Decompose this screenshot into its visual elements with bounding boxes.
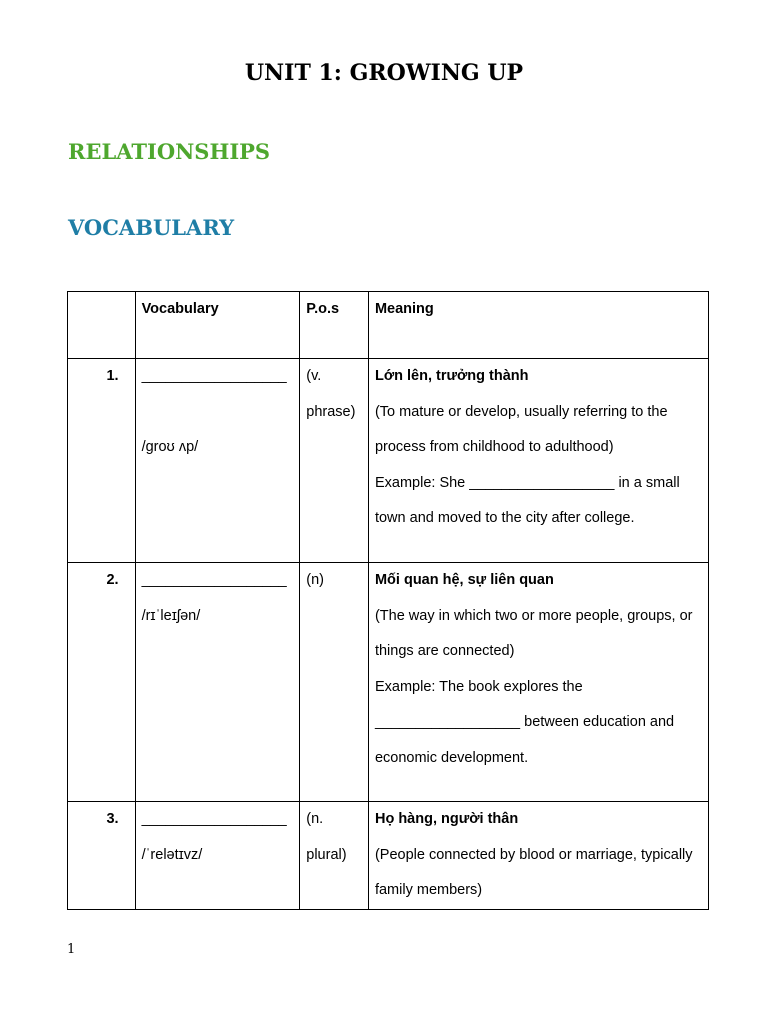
page-title: UNIT 1: GROWING UP [244,60,524,86]
definition: (People connected by blood or marriage, typically [374,846,693,863]
subsection-heading: VOCABULARY [68,215,235,240]
example: __________________ between education and [374,714,675,731]
answer-blank: __________________ [141,368,287,384]
example: Example: The book explores the [374,678,583,695]
example: town and moved to the city after college. [374,510,635,527]
example: economic development. [374,749,529,766]
vocabulary-table [67,291,709,910]
table-row [68,359,709,563]
header-vocabulary: Vocabulary [135,292,300,359]
phonetic: /ˈrelətɪvz/ [141,846,203,863]
phonetic: /rɪˈleɪʃən/ [141,607,201,624]
pos-cell [300,563,369,802]
vocab-cell [135,563,300,802]
answer-blank: __________________ [141,811,287,827]
meaning-vietnamese: Lớn lên, trưởng thành [374,368,529,384]
meaning-cell [368,802,708,910]
pos-text: plural) [306,846,347,863]
row-number: 1. [68,359,136,563]
definition: family members) [374,882,483,899]
section-heading: RELATIONSHIPS [68,139,271,164]
header-pos: P.o.s [300,292,369,359]
definition: things are connected) [374,643,515,660]
row-number: 2. [68,563,136,802]
meaning-cell [368,563,708,802]
pos-text: (v. [306,368,322,384]
definition: (The way in which two or more people, groups, or [374,607,693,624]
definition: process from childhood to adulthood) [374,439,614,456]
pos-cell [300,359,369,563]
spacer [142,395,294,431]
row-number: 3. [68,802,136,910]
pos-text: (n. [306,811,324,827]
pos-cell [300,802,369,910]
page-number: 1 [67,942,76,957]
header-meaning: Meaning [368,292,708,359]
definition: (To mature or develop, usually referring to the [374,403,668,420]
pos-text: (n) [306,572,324,588]
example: Example: She __________________ in a small [374,474,680,491]
header-number [68,292,136,359]
answer-blank: __________________ [141,572,287,588]
table-header-row [68,292,709,359]
table-row [68,563,709,802]
pos-text: phrase) [306,403,356,420]
meaning-vietnamese: Mối quan hệ, sự liên quan [374,572,554,588]
meaning-cell [368,359,708,563]
phonetic: /groʊ ʌp/ [141,439,199,456]
vocab-cell [135,359,300,563]
vocab-cell [135,802,300,910]
table-row [68,802,709,910]
meaning-vietnamese: Họ hàng, người thân [374,811,519,827]
